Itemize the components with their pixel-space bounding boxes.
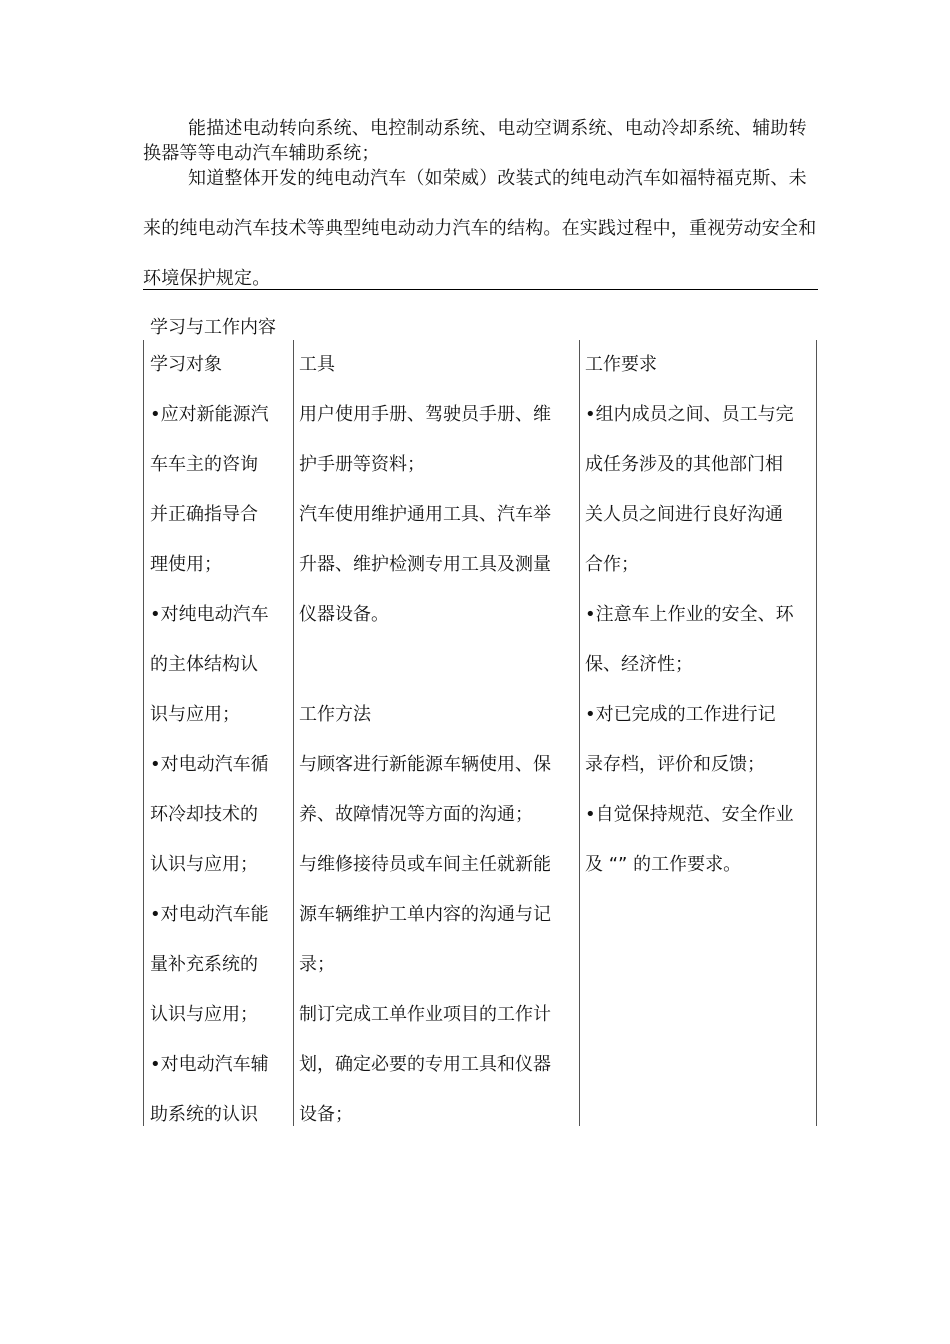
list-item: •组内成员之间、员工与完	[585, 404, 794, 425]
list-item: •注意车上作业的安全、环	[585, 604, 794, 625]
column-header-learning-objects: 学习对象	[150, 354, 222, 375]
list-item: 保、经济性；	[585, 654, 693, 675]
list-item: 录存档，评价和反馈；	[585, 754, 765, 775]
list-item: 成任务涉及的其他部门相	[585, 454, 783, 475]
list-item: 的主体结构认	[150, 654, 258, 675]
intro-paragraph-2: 知道整体开发的纯电动汽车（如荣威）改装式的纯电动汽车如福特福克斯、未来的纯电动汽车技术等典型纯电动动力汽车的结构。在实践过程中，重视劳动安全和环境保护规定。	[143, 168, 817, 289]
intro-text	[143, 116, 818, 304]
column-work-requirements	[585, 340, 815, 890]
column-learning-objects	[150, 340, 290, 1140]
list-item: 理使用；	[150, 554, 222, 575]
spacer	[299, 640, 579, 690]
subheader-work-methods: 工作方法	[299, 704, 371, 725]
list-item: •自觉保持规范、安全作业	[585, 804, 794, 825]
list-item: 认识与应用；	[150, 1004, 258, 1025]
column-header-work-requirements: 工作要求	[585, 354, 657, 375]
list-item: 用户使用手册、驾驶员手册、维	[299, 404, 551, 425]
list-item: 车车主的咨询	[150, 454, 258, 475]
column-tools-methods	[299, 340, 579, 1140]
list-item: •对电动汽车能	[150, 904, 269, 925]
list-item: 合作；	[585, 554, 639, 575]
list-item: 与维修接待员或车间主任就新能	[299, 854, 551, 875]
list-item: 助系统的认识	[150, 1104, 258, 1125]
content-table	[143, 340, 818, 1126]
section-title: 学习与工作内容	[150, 317, 276, 338]
list-item: 关人员之间进行良好沟通	[585, 504, 783, 525]
list-item: 升器、维护检测专用工具及测量	[299, 554, 551, 575]
list-item: 与顾客进行新能源车辆使用、保	[299, 754, 551, 775]
list-item: 源车辆维护工单内容的沟通与记	[299, 904, 551, 925]
list-item: •对已完成的工作进行记	[585, 704, 776, 725]
list-item: •对电动汽车辅	[150, 1054, 269, 1075]
list-item: 识与应用；	[150, 704, 240, 725]
table-divider-1	[293, 340, 294, 1126]
table-divider-2	[579, 340, 580, 1126]
list-item: 养、故障情况等方面的沟通；	[299, 804, 533, 825]
list-item: 认识与应用；	[150, 854, 258, 875]
list-item: 录；	[299, 954, 335, 975]
table-border-right	[816, 340, 817, 1126]
list-item: •对电动汽车循	[150, 754, 269, 775]
list-item: 量补充系统的	[150, 954, 258, 975]
list-item: 汽车使用维护通用工具、汽车举	[299, 504, 551, 525]
list-item: 设备；	[299, 1104, 353, 1125]
list-item: 并正确指导合	[150, 504, 258, 525]
horizontal-rule	[143, 289, 818, 290]
list-item: 制订完成工单作业项目的工作计	[299, 1004, 551, 1025]
list-item: 仪器设备。	[299, 604, 389, 625]
column-header-tools: 工具	[299, 354, 335, 375]
list-item: 及 “” 的工作要求。	[585, 854, 742, 875]
list-item: 环冷却技术的	[150, 804, 258, 825]
list-item: •对纯电动汽车	[150, 604, 269, 625]
list-item: 划，确定必要的专用工具和仪器	[299, 1054, 551, 1075]
list-item: 护手册等资料；	[299, 454, 425, 475]
table-border-left	[143, 340, 144, 1126]
list-item: •应对新能源汽	[150, 404, 269, 425]
intro-paragraph-1: 能描述电动转向系统、电控制动系统、电动空调系统、电动冷却系统、辅助转换器等等电动汽车辅助系统；	[143, 118, 807, 164]
